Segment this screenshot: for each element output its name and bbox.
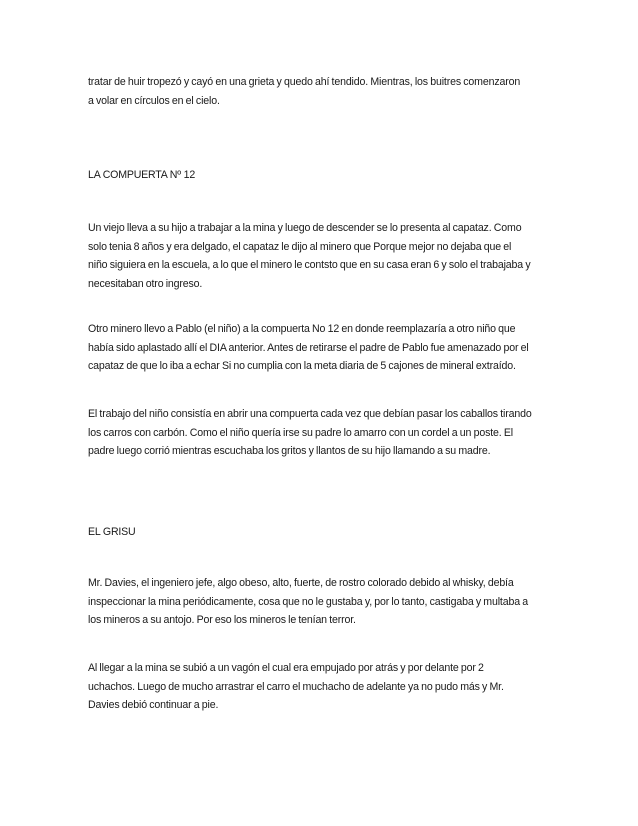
- section-heading-grisu: EL GRISU: [88, 526, 136, 538]
- text-line: Davies debió continuar a pie.: [88, 699, 219, 711]
- text-line: El trabajo del niño consistía en abrir una compuerta cada vez que debían pasar los caballos tirando: [88, 408, 532, 420]
- text-line: capataz de que lo iba a echar Si no cumplia con la meta diaria de 5 cajones de mineral extraído.: [88, 360, 516, 372]
- text-line: inspeccionar la mina periódicamente, cosa que no le gustaba y, por lo tanto, castigaba y multaba a: [88, 595, 528, 608]
- text-line: padre luego corrió mientras escuchaba los gritos y llantos de su hijo llamando a su madre.: [88, 445, 491, 457]
- paragraph-pablo-compuerta: [88, 320, 558, 376]
- section-heading-compuerta: LA COMPUERTA Nº 12: [88, 169, 196, 181]
- text-line: había sido aplastado allí el DIA anterior. Antes de retirarse el padre de Pablo fue amenazado por el: [88, 341, 529, 354]
- paragraph-viejo-minero: [88, 219, 558, 293]
- text-line: niño siguiera en la escuela, a lo que el minero le contsto que en su casa eran 6 y solo el trabajaba y: [88, 259, 531, 271]
- paragraph-mr-davies: [88, 574, 558, 630]
- paragraph-llegada-mina: [88, 659, 558, 715]
- text-line: a volar en círculos en el cielo.: [88, 94, 220, 107]
- text-line: solo tenia 8 años y era delgado, el capataz le dijo al minero que Porque mejor no dejaba que el: [88, 240, 512, 253]
- paragraph-continuation: [88, 73, 558, 110]
- text-line: los mineros a su antojo. Por eso los mineros le tenían terror.: [88, 614, 356, 626]
- text-line: necesitaban otro ingreso.: [88, 277, 203, 290]
- text-line: Un viejo lleva a su hijo a trabajar a la mina y luego de descender se lo presenta al capataz. Como: [88, 222, 522, 234]
- text-line: Al llegar a la mina se subió a un vagón el cual era empujado por atrás y por delante por 2: [88, 662, 484, 674]
- text-line: Mr. Davies, el ingeniero jefe, algo obeso, alto, fuerte, de rostro colorado debido al whisky, debía: [88, 577, 514, 589]
- text-line: tratar de huir tropezó y cayó en una grieta y quedo ahí tendido. Mientras, los buitres comenzaron: [88, 76, 521, 88]
- text-line: Otro minero llevo a Pablo (el niño) a la compuerta No 12 en donde reemplazaría a otro niño que: [88, 323, 516, 335]
- text-line: los carros con carbón. Como el niño quería irse su padre lo amarro con un cordel a un poste. El: [88, 426, 513, 439]
- text-line: uchachos. Luego de mucho arrastrar el carro el muchacho de adelante ya no pudo más y Mr.: [88, 680, 504, 693]
- paragraph-trabajo-nino: [88, 405, 558, 461]
